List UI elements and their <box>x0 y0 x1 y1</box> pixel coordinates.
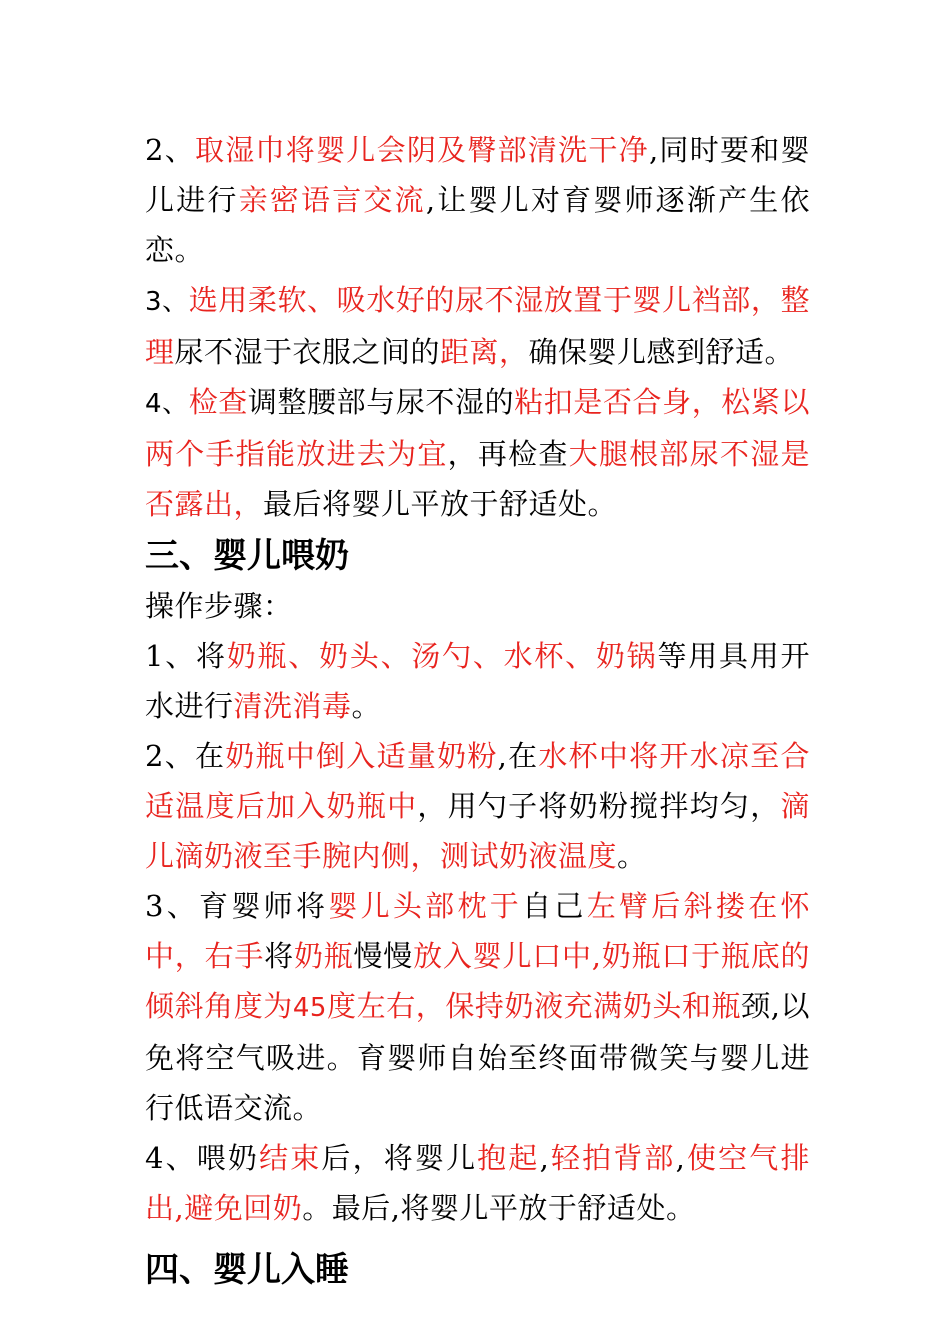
body-text: ，再检查 <box>447 437 569 471</box>
body-text: 确保婴儿感到舒适。 <box>528 335 795 369</box>
paragraph-step-2-cleaning <box>145 125 810 275</box>
body-text: ,在 <box>497 739 539 773</box>
feeding-step-2 <box>145 731 810 881</box>
step-number: 2、在 <box>145 739 226 773</box>
emphasis-text: 水杯中将开水凉至合适温度后加入奶瓶中 <box>145 739 810 823</box>
emphasis-text: 滴儿滴奶液至手腕内侧，测试奶液温度 <box>145 789 810 873</box>
emphasis-text: 奶瓶、奶头、汤勺、水杯、奶锅 <box>226 639 658 673</box>
feeding-step-4 <box>145 1133 810 1233</box>
emphasis-text: 使空气排出,避免回奶 <box>145 1141 810 1225</box>
step-number: 1、将 <box>145 639 227 673</box>
feeding-step-3 <box>145 881 810 1133</box>
emphasis-text: 奶瓶中倒入适量奶粉 <box>225 739 498 773</box>
section-heading-feeding: 三、婴儿喂奶 <box>145 536 349 576</box>
body-text: , <box>539 1141 550 1175</box>
body-text: 调整腰部与尿不湿的 <box>247 385 515 419</box>
emphasis-text: 度左右，保持奶液充满奶头和瓶 <box>326 989 742 1023</box>
emphasis-text: 清洗消毒 <box>233 689 352 723</box>
body-text: , <box>675 1141 686 1175</box>
emphasis-text: 轻拍背部 <box>549 1141 676 1175</box>
emphasis-text: 左臂后斜搂在怀中，右手 <box>145 889 810 973</box>
emphasis-text: 抱起 <box>477 1141 540 1175</box>
step-number: 4、喂奶 <box>145 1141 260 1175</box>
emphasis-text: 检查 <box>188 385 248 419</box>
body-text: 。最后,将婴儿平放于舒适处。 <box>302 1191 696 1225</box>
emphasis-text: 结束 <box>259 1141 322 1175</box>
emphasis-text: 距离， <box>440 335 529 369</box>
body-text: 最后将婴儿平放于舒适处。 <box>263 487 618 521</box>
body-text: 自己 <box>522 889 587 923</box>
step-number: 2、 <box>145 133 195 167</box>
body-text: 后，将婴儿 <box>321 1141 478 1175</box>
emphasis-text: 亲密语言交流 <box>238 183 426 217</box>
body-text: ,让婴儿对育婴师逐渐产生依恋。 <box>145 183 810 267</box>
emphasis-text: 大腿根部尿不湿是否露出， <box>145 437 810 521</box>
paragraph-step-3-diaper <box>145 275 810 377</box>
document-body <box>145 125 810 1295</box>
emphasis-text: 选用柔软、吸水好的尿不湿放置于婴儿裆部，整理 <box>145 283 810 369</box>
emphasis-text: 粘扣是否合身，松紧以两个手指能放进去为宜 <box>145 385 810 471</box>
angle-value: 45 <box>292 993 327 1023</box>
emphasis-text: 婴儿头部枕于 <box>328 889 523 923</box>
emphasis-text: 奶瓶 <box>293 939 354 973</box>
body-text: 等用具用开水进行 <box>145 639 810 723</box>
body-text: 。 <box>617 839 647 873</box>
body-text: ,同时要和婴儿进行 <box>145 133 810 217</box>
step-number: 3、育婴师将 <box>145 889 329 923</box>
paragraph-step-4-check <box>145 377 810 529</box>
emphasis-text: 放入婴儿口中,奶瓶口于瓶底的倾斜角度为 <box>145 939 810 1023</box>
step-number: 3、 <box>145 287 189 317</box>
emphasis-text: 取湿巾将婴儿会阴及臀部清洗干净 <box>194 133 649 167</box>
body-text: ，用勺子将奶粉搅拌均匀， <box>417 789 781 823</box>
body-text: 尿不湿于衣服之间的 <box>174 335 441 369</box>
body-text: 慢慢 <box>353 939 414 973</box>
step-number: 4、 <box>145 389 189 419</box>
body-text: 将 <box>264 939 294 973</box>
section-heading-sleep: 四、婴儿入睡 <box>145 1250 349 1290</box>
body-text: 颈,以免将空气吸进。育婴师自始至终面带微笑与婴儿进行低语交流。 <box>145 989 810 1125</box>
body-text: 。 <box>351 689 382 723</box>
feeding-step-1 <box>145 631 810 731</box>
steps-label: 操作步骤： <box>145 589 293 623</box>
